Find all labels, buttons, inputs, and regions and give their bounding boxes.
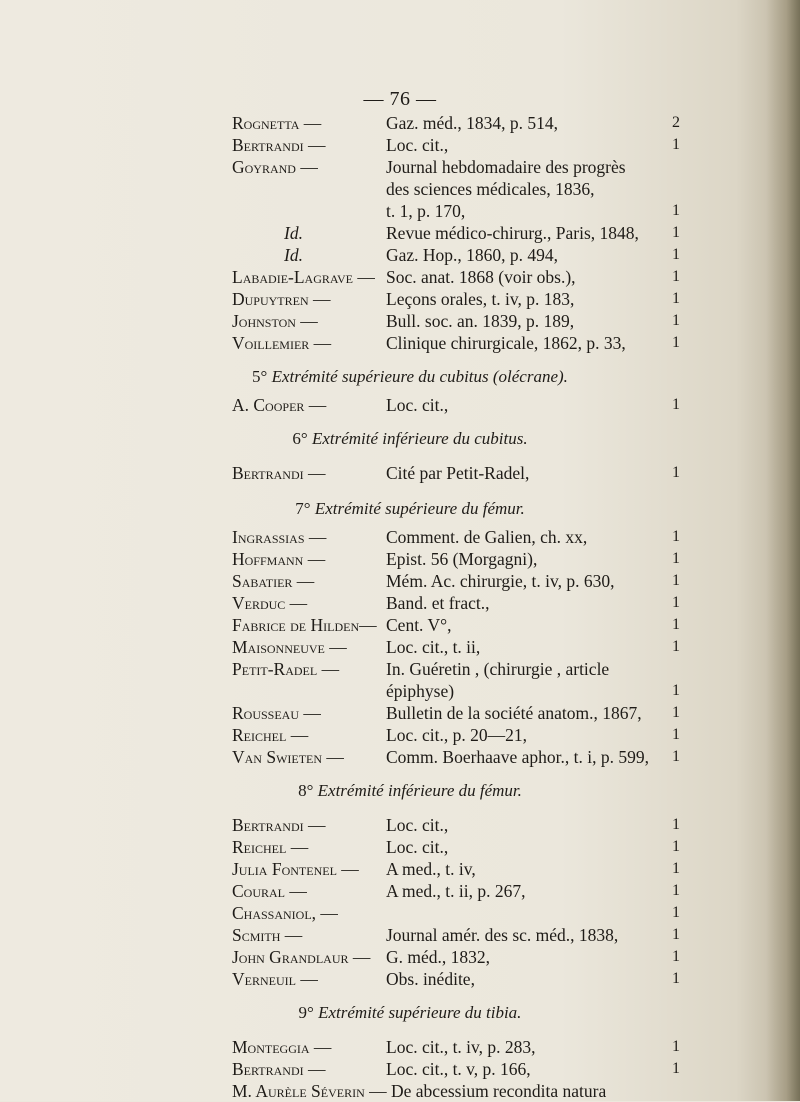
reference-text: t. 1, p. 170, bbox=[386, 201, 466, 221]
bibliography-entry bbox=[0, 614, 800, 636]
bibliography-entry bbox=[0, 526, 800, 548]
reference-text: Revue médico-chirurg., Paris, 1848, bbox=[386, 223, 639, 243]
reference-text: Journal hebdomadaire des progrès bbox=[386, 157, 626, 177]
case-count: 1 bbox=[672, 202, 680, 219]
bibliography-entry bbox=[0, 946, 800, 968]
group-7 bbox=[0, 526, 800, 768]
reference-text: des sciences médicales, 1836, bbox=[386, 179, 595, 199]
bibliography-entry bbox=[0, 266, 800, 288]
bibliography-entry bbox=[0, 880, 800, 902]
case-count: 1 bbox=[672, 136, 680, 153]
author-name: Dupuytren — bbox=[232, 289, 331, 309]
section-number: 7° bbox=[295, 499, 311, 518]
reference-text: Cent. V°, bbox=[386, 615, 452, 635]
author-name: Rousseau — bbox=[232, 703, 321, 723]
case-count: 1 bbox=[672, 726, 680, 743]
case-count: 1 bbox=[672, 334, 680, 351]
author-name: Julia Fontenel — bbox=[232, 859, 359, 879]
case-count: 1 bbox=[672, 1038, 680, 1055]
bibliography-entry bbox=[0, 1036, 800, 1058]
author-name: Coural — bbox=[232, 881, 307, 901]
bibliography-entry bbox=[0, 902, 800, 924]
bibliography-entry bbox=[0, 134, 800, 156]
bibliography-entry bbox=[0, 178, 800, 200]
bibliography-entry bbox=[0, 332, 800, 354]
author-name: Bertrandi — bbox=[232, 463, 326, 483]
bibliography-entry bbox=[0, 200, 800, 222]
section-title: Extrémité supérieure du cubitus (olécrane). bbox=[271, 367, 568, 386]
case-count: 1 bbox=[672, 550, 680, 567]
author-name: Reichel — bbox=[232, 725, 309, 745]
author-name: Scmith — bbox=[232, 925, 303, 945]
author-name: Maisonneuve — bbox=[232, 637, 347, 657]
bibliography-entry bbox=[0, 222, 800, 244]
author-name: Rognetta — bbox=[232, 113, 322, 133]
reference-text: Loc. cit., p. 20—21, bbox=[386, 725, 527, 745]
bibliography-entry bbox=[0, 394, 800, 416]
group-9 bbox=[0, 1036, 800, 1080]
section-title: Extrémité supérieure du fémur. bbox=[314, 499, 525, 518]
group-5 bbox=[0, 394, 800, 416]
reference-text: In. Guéretin , (chirurgie , article bbox=[386, 659, 610, 679]
final-entry bbox=[0, 1080, 800, 1102]
author-name: Verneuil — bbox=[232, 969, 318, 989]
author-name: A. Cooper — bbox=[232, 395, 327, 415]
bibliography-entry bbox=[0, 702, 800, 724]
case-count: 1 bbox=[672, 290, 680, 307]
bibliography-entry bbox=[0, 858, 800, 880]
case-count: 2 bbox=[672, 114, 680, 131]
section-heading-5 bbox=[0, 366, 800, 388]
section-title: Extrémité supérieure du tibia. bbox=[318, 1003, 522, 1022]
reference-text: Cité par Petit-Radel, bbox=[386, 463, 530, 483]
bibliography-entry bbox=[0, 636, 800, 658]
section-heading-9 bbox=[0, 1002, 800, 1024]
case-count: 1 bbox=[672, 246, 680, 263]
reference-text: A med., t. ii, p. 267, bbox=[386, 881, 526, 901]
case-count: 1 bbox=[672, 572, 680, 589]
reference-text: Leçons orales, t. iv, p. 183, bbox=[386, 289, 575, 309]
section-number: 8° bbox=[298, 781, 314, 800]
reference-text: Loc. cit., bbox=[386, 135, 449, 155]
bibliography-entry bbox=[0, 746, 800, 768]
bibliography-entry bbox=[0, 968, 800, 990]
bibliography-entry bbox=[0, 658, 800, 680]
bibliography-entry bbox=[0, 836, 800, 858]
author-name: Van Swieten — bbox=[232, 747, 344, 767]
author-name: Chassaniol, — bbox=[232, 903, 338, 923]
author-name: Verduc — bbox=[232, 593, 308, 613]
bibliography-entry bbox=[0, 814, 800, 836]
bibliography-entry bbox=[0, 924, 800, 946]
reference-text: Soc. anat. 1868 (voir obs.), bbox=[386, 267, 576, 287]
section-heading-7 bbox=[0, 498, 800, 520]
bibliography-entry bbox=[0, 724, 800, 746]
case-count: 1 bbox=[672, 970, 680, 987]
section-title: Extrémité inférieure du fémur. bbox=[317, 781, 522, 800]
case-count: 1 bbox=[672, 594, 680, 611]
reference-text: Loc. cit., t. iv, p. 283, bbox=[386, 1037, 536, 1057]
section-heading-6 bbox=[0, 428, 800, 450]
case-count: 1 bbox=[672, 682, 680, 699]
author-name: Sabatier — bbox=[232, 571, 315, 591]
case-count: 1 bbox=[672, 224, 680, 241]
case-count: 1 bbox=[672, 948, 680, 965]
author-name: Ingrassias — bbox=[232, 527, 327, 547]
bibliography-entry bbox=[0, 244, 800, 266]
bibliography-entry bbox=[0, 112, 800, 134]
author-name: Johnston — bbox=[232, 311, 318, 331]
bibliography-entry bbox=[0, 288, 800, 310]
author-name: M. Aurèle Séverin bbox=[232, 1081, 365, 1101]
author-name: Petit-Radel — bbox=[232, 659, 340, 679]
author-name: Hoffmann — bbox=[232, 549, 326, 569]
bibliography-entry bbox=[0, 310, 800, 332]
case-count: 1 bbox=[672, 882, 680, 899]
reference-text: Mém. Ac. chirurgie, t. iv, p. 630, bbox=[386, 571, 615, 591]
author-name: Fabrice de Hilden— bbox=[232, 615, 377, 635]
reference-text: — De abcessium recondita natura bbox=[364, 1081, 607, 1101]
case-count: 1 bbox=[672, 904, 680, 921]
reference-text: Obs. inédite, bbox=[386, 969, 475, 989]
case-count: 1 bbox=[672, 860, 680, 877]
author-name: Id. bbox=[284, 223, 303, 243]
section-number: 5° bbox=[252, 367, 268, 386]
reference-text: Journal amér. des sc. méd., 1838, bbox=[386, 925, 619, 945]
group-8 bbox=[0, 814, 800, 990]
reference-text: Epist. 56 (Morgagni), bbox=[386, 549, 538, 569]
reference-text: Loc. cit., t. v, p. 166, bbox=[386, 1059, 531, 1079]
reference-text: Band. et fract., bbox=[386, 593, 490, 613]
reference-text: Loc. cit., bbox=[386, 837, 449, 857]
case-count: 1 bbox=[672, 464, 680, 481]
reference-text: Loc. cit., bbox=[386, 395, 449, 415]
reference-text: Loc. cit., t. ii, bbox=[386, 637, 481, 657]
author-name: Bertrandi — bbox=[232, 815, 326, 835]
author-name: Bertrandi — bbox=[232, 135, 326, 155]
author-name: Bertrandi — bbox=[232, 1059, 326, 1079]
reference-text: A med., t. iv, bbox=[386, 859, 476, 879]
reference-text: Bulletin de la société anatom., 1867, bbox=[386, 703, 642, 723]
section-number: 9° bbox=[298, 1003, 314, 1022]
bibliography-entry bbox=[0, 1058, 800, 1080]
section-number: 6° bbox=[292, 429, 308, 448]
case-count: 1 bbox=[672, 704, 680, 721]
reference-text: Bull. soc. an. 1839, p. 189, bbox=[386, 311, 575, 331]
group-6 bbox=[0, 462, 800, 484]
case-count: 1 bbox=[672, 616, 680, 633]
reference-text: Loc. cit., bbox=[386, 815, 449, 835]
case-count: 1 bbox=[672, 816, 680, 833]
bibliography-entry bbox=[0, 548, 800, 570]
author-name: Goyrand — bbox=[232, 157, 318, 177]
reference-text: Gaz. Hop., 1860, p. 494, bbox=[386, 245, 559, 265]
reference-text: Comm. Boerhaave aphor., t. i, p. 599, bbox=[386, 747, 649, 767]
bibliography bbox=[0, 112, 800, 1102]
case-count: 1 bbox=[672, 748, 680, 765]
group-top bbox=[0, 112, 800, 354]
case-count: 1 bbox=[672, 1060, 680, 1077]
case-count: 1 bbox=[672, 528, 680, 545]
case-count: 1 bbox=[672, 638, 680, 655]
section-heading-8 bbox=[0, 780, 800, 802]
case-count: 1 bbox=[672, 312, 680, 329]
author-name: Id. bbox=[284, 245, 303, 265]
reference-text: Gaz. méd., 1834, p. 514, bbox=[386, 113, 559, 133]
case-count: 1 bbox=[672, 268, 680, 285]
author-name: John Grandlaur — bbox=[232, 947, 371, 967]
case-count: 1 bbox=[672, 396, 680, 413]
author-name: Voillemier — bbox=[232, 333, 332, 353]
case-count: 1 bbox=[672, 926, 680, 943]
author-name: Reichel — bbox=[232, 837, 309, 857]
page-number: — 76 — bbox=[363, 88, 437, 110]
reference-text: Comment. de Galien, ch. xx, bbox=[386, 527, 588, 547]
bibliography-entry bbox=[0, 680, 800, 702]
bibliography-entry bbox=[0, 156, 800, 178]
reference-text: G. méd., 1832, bbox=[386, 947, 491, 967]
reference-text: Clinique chirurgicale, 1862, p. 33, bbox=[386, 333, 626, 353]
case-count: 1 bbox=[672, 838, 680, 855]
bibliography-entry bbox=[0, 462, 800, 484]
reference-text: épiphyse) bbox=[386, 681, 455, 701]
bibliography-entry bbox=[0, 570, 800, 592]
bibliography-entry bbox=[0, 592, 800, 614]
author-name: Monteggia — bbox=[232, 1037, 332, 1057]
section-title: Extrémité inférieure du cubitus. bbox=[311, 429, 528, 448]
author-name: Labadie-Lagrave — bbox=[232, 267, 375, 287]
